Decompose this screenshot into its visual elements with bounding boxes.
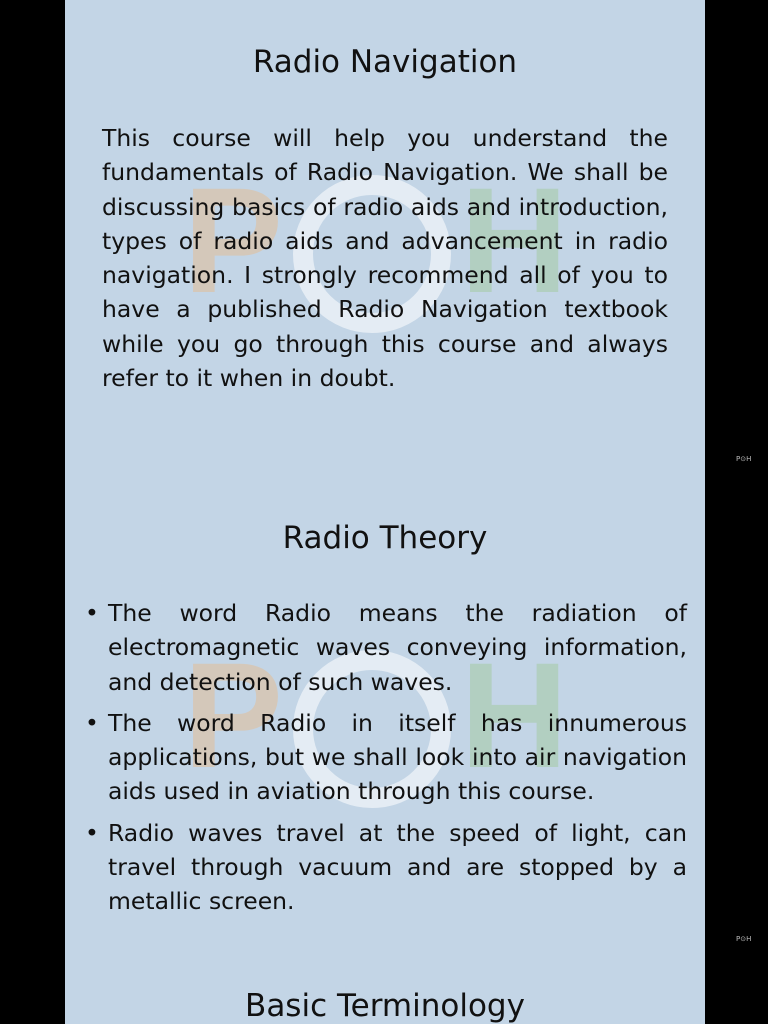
bullet-text: The word Radio in itself has innumerous applications, but we shall look into air navigation aids used in aviation through this course.: [108, 708, 687, 806]
slide-title-radio-theory: Radio Theory: [282, 520, 488, 556]
document-page: [65, 0, 705, 1024]
bullet-item: [85, 596, 687, 699]
bullet-text: Radio waves travel at the speed of light, can travel through vacuum and are stopped by a metallic screen.: [108, 818, 687, 916]
watermark-letter-p: P: [183, 156, 284, 324]
bullet-dot: •: [85, 818, 99, 847]
slide-title-basic-terminology: Basic Terminology: [245, 988, 525, 1024]
watermark-letter-h: H: [460, 156, 569, 324]
bullet-item: [85, 706, 687, 809]
slide-title-radio-navigation: Radio Navigation: [252, 44, 518, 80]
bullet-dot: •: [85, 599, 99, 627]
course-intro-paragraph: This course will help you understand the fundamentals of Radio Navigation. We shall be discussing basics of radio aids and introduction, types of radio aids and advancement in radio navigation. I strongly recommend all of you to have a published Radio Navigation textbook while you go through this course and always refer to it when in doubt.: [102, 124, 668, 393]
bullet-item: [85, 816, 687, 919]
radio-theory-bullets: [85, 596, 687, 926]
bullet-dot: •: [85, 708, 99, 737]
bullet-text: The word Radio means the radiation of electromagnetic waves conveying information, and detection of such waves.: [108, 599, 687, 696]
side-logo: P⊙H: [736, 935, 752, 943]
side-logo: P⊙H: [736, 455, 752, 463]
watermark-letter-p: P: [183, 631, 284, 799]
watermark-letter-h: H: [460, 631, 569, 799]
